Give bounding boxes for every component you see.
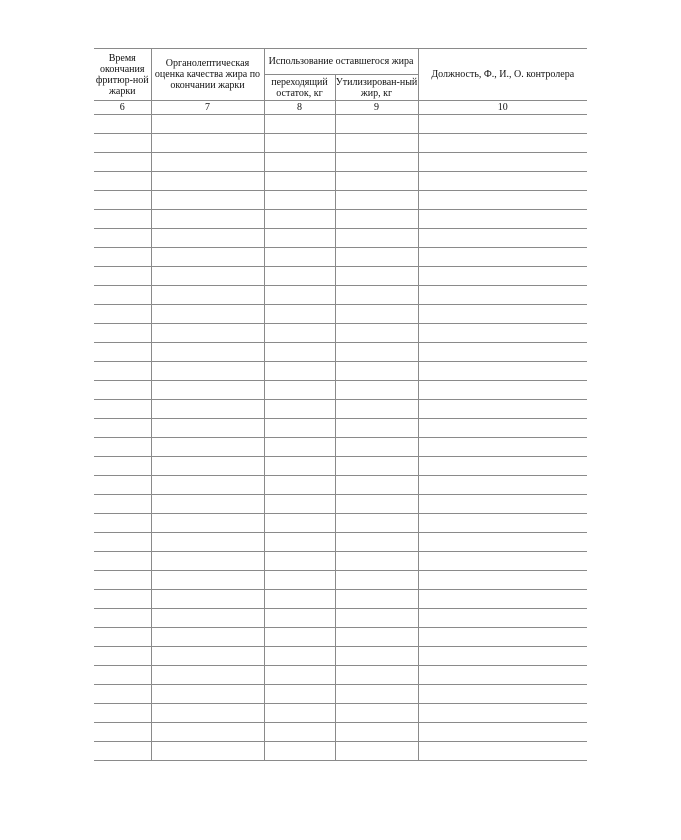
end-time-cell[interactable]	[94, 248, 151, 267]
table-row	[94, 286, 587, 305]
disposed-cell[interactable]	[335, 324, 418, 343]
carryover-cell[interactable]	[264, 115, 335, 134]
controller-cell[interactable]	[418, 172, 587, 191]
disposed-cell[interactable]	[335, 267, 418, 286]
quality-cell[interactable]	[151, 248, 264, 267]
header-controller-label: Должность, Ф., И., О. контролера	[431, 69, 575, 80]
column-number: 8	[264, 101, 335, 115]
end-time-cell[interactable]	[94, 457, 151, 476]
disposed-cell[interactable]	[335, 457, 418, 476]
carryover-cell[interactable]	[264, 362, 335, 381]
carryover-cell[interactable]	[264, 647, 335, 666]
quality-cell[interactable]	[151, 305, 264, 324]
quality-cell[interactable]	[151, 742, 264, 761]
header-end-time-label: Время окончания фритюр-ной жарки	[95, 52, 149, 97]
controller-cell[interactable]	[418, 134, 587, 153]
quality-cell[interactable]	[151, 723, 264, 742]
end-time-cell[interactable]	[94, 571, 151, 590]
table-row	[94, 628, 587, 647]
controller-cell[interactable]	[418, 495, 587, 514]
table-row	[94, 134, 587, 153]
disposed-cell[interactable]	[335, 229, 418, 248]
controller-cell[interactable]	[418, 381, 587, 400]
table-row	[94, 647, 587, 666]
carryover-cell[interactable]	[264, 704, 335, 723]
disposed-cell[interactable]	[335, 419, 418, 438]
header-carryover	[264, 75, 335, 101]
table-row	[94, 191, 587, 210]
carryover-cell[interactable]	[264, 476, 335, 495]
column-number: 7	[151, 101, 264, 115]
quality-cell[interactable]	[151, 267, 264, 286]
controller-cell[interactable]	[418, 362, 587, 381]
carryover-cell[interactable]	[264, 495, 335, 514]
end-time-cell[interactable]	[94, 400, 151, 419]
controller-cell[interactable]	[418, 704, 587, 723]
fat-usage-journal-table	[94, 48, 587, 761]
column-number: 9	[335, 101, 418, 115]
table-row	[94, 438, 587, 457]
controller-cell[interactable]	[418, 419, 587, 438]
disposed-cell[interactable]	[335, 248, 418, 267]
controller-cell[interactable]	[418, 324, 587, 343]
header-end-time	[94, 49, 151, 101]
quality-cell[interactable]	[151, 381, 264, 400]
end-time-cell[interactable]	[94, 685, 151, 704]
table-row	[94, 210, 587, 229]
disposed-cell[interactable]	[335, 210, 418, 229]
disposed-cell[interactable]	[335, 172, 418, 191]
controller-cell[interactable]	[418, 476, 587, 495]
disposed-cell[interactable]	[335, 666, 418, 685]
table-row	[94, 552, 587, 571]
table-row	[94, 153, 587, 172]
table-row	[94, 590, 587, 609]
table-row	[94, 172, 587, 191]
end-time-cell[interactable]	[94, 495, 151, 514]
end-time-cell[interactable]	[94, 647, 151, 666]
controller-cell[interactable]	[418, 647, 587, 666]
controller-cell[interactable]	[418, 609, 587, 628]
disposed-cell[interactable]	[335, 514, 418, 533]
carryover-cell[interactable]	[264, 419, 335, 438]
quality-cell[interactable]	[151, 609, 264, 628]
carryover-cell[interactable]	[264, 533, 335, 552]
quality-cell[interactable]	[151, 552, 264, 571]
carryover-cell[interactable]	[264, 685, 335, 704]
quality-cell[interactable]	[151, 666, 264, 685]
disposed-cell[interactable]	[335, 134, 418, 153]
quality-cell[interactable]	[151, 457, 264, 476]
table-row	[94, 476, 587, 495]
disposed-cell[interactable]	[335, 571, 418, 590]
table-row	[94, 248, 587, 267]
controller-cell[interactable]	[418, 438, 587, 457]
quality-cell[interactable]	[151, 419, 264, 438]
quality-cell[interactable]	[151, 362, 264, 381]
end-time-cell[interactable]	[94, 134, 151, 153]
carryover-cell[interactable]	[264, 229, 335, 248]
disposed-cell[interactable]	[335, 286, 418, 305]
end-time-cell[interactable]	[94, 267, 151, 286]
quality-cell[interactable]	[151, 400, 264, 419]
end-time-cell[interactable]	[94, 324, 151, 343]
table-row	[94, 457, 587, 476]
disposed-cell[interactable]	[335, 191, 418, 210]
disposed-cell[interactable]	[335, 609, 418, 628]
end-time-cell[interactable]	[94, 343, 151, 362]
header-quality-assessment	[151, 49, 264, 101]
carryover-cell[interactable]	[264, 267, 335, 286]
table-row	[94, 419, 587, 438]
table-row	[94, 609, 587, 628]
table-row	[94, 495, 587, 514]
controller-cell[interactable]	[418, 457, 587, 476]
end-time-cell[interactable]	[94, 381, 151, 400]
disposed-cell[interactable]	[335, 343, 418, 362]
header-disposed	[335, 75, 418, 101]
header-disposed-label: Утилизирован-ный жир, кг	[335, 76, 418, 99]
controller-cell[interactable]	[418, 115, 587, 134]
table-row	[94, 305, 587, 324]
disposed-cell[interactable]	[335, 362, 418, 381]
table-row	[94, 514, 587, 533]
disposed-cell[interactable]	[335, 704, 418, 723]
header-carryover-label: переходящий остаток, кг	[271, 76, 328, 99]
disposed-cell[interactable]	[335, 723, 418, 742]
column-number: 10	[418, 101, 587, 115]
disposed-cell[interactable]	[335, 552, 418, 571]
controller-cell[interactable]	[418, 685, 587, 704]
controller-cell[interactable]	[418, 153, 587, 172]
end-time-cell[interactable]	[94, 552, 151, 571]
disposed-cell[interactable]	[335, 742, 418, 761]
disposed-cell[interactable]	[335, 305, 418, 324]
end-time-cell[interactable]	[94, 438, 151, 457]
quality-cell[interactable]	[151, 134, 264, 153]
quality-cell[interactable]	[151, 476, 264, 495]
carryover-cell[interactable]	[264, 305, 335, 324]
table-row	[94, 229, 587, 248]
end-time-cell[interactable]	[94, 533, 151, 552]
table-row	[94, 742, 587, 761]
end-time-cell[interactable]	[94, 419, 151, 438]
controller-cell[interactable]	[418, 571, 587, 590]
controller-cell[interactable]	[418, 400, 587, 419]
disposed-cell[interactable]	[335, 381, 418, 400]
carryover-cell[interactable]	[264, 552, 335, 571]
carryover-cell[interactable]	[264, 609, 335, 628]
end-time-cell[interactable]	[94, 362, 151, 381]
end-time-cell[interactable]	[94, 476, 151, 495]
carryover-cell[interactable]	[264, 438, 335, 457]
controller-cell[interactable]	[418, 590, 587, 609]
quality-cell[interactable]	[151, 343, 264, 362]
controller-cell[interactable]	[418, 191, 587, 210]
end-time-cell[interactable]	[94, 172, 151, 191]
end-time-cell[interactable]	[94, 153, 151, 172]
carryover-cell[interactable]	[264, 134, 335, 153]
end-time-cell[interactable]	[94, 666, 151, 685]
header-quality-assessment-label: Органолептическая оценка качества жира по окончании жарки	[154, 58, 261, 91]
quality-cell[interactable]	[151, 191, 264, 210]
quality-cell[interactable]	[151, 286, 264, 305]
quality-cell[interactable]	[151, 210, 264, 229]
controller-cell[interactable]	[418, 742, 587, 761]
quality-cell[interactable]	[151, 704, 264, 723]
quality-cell[interactable]	[151, 172, 264, 191]
table-row	[94, 533, 587, 552]
disposed-cell[interactable]	[335, 495, 418, 514]
header-fat-usage-group-label: Использование оставшегося жира	[268, 56, 414, 67]
end-time-cell[interactable]	[94, 704, 151, 723]
table-row	[94, 666, 587, 685]
carryover-cell[interactable]	[264, 381, 335, 400]
carryover-cell[interactable]	[264, 248, 335, 267]
controller-cell[interactable]	[418, 248, 587, 267]
quality-cell[interactable]	[151, 229, 264, 248]
quality-cell[interactable]	[151, 115, 264, 134]
carryover-cell[interactable]	[264, 723, 335, 742]
carryover-cell[interactable]	[264, 210, 335, 229]
quality-cell[interactable]	[151, 514, 264, 533]
end-time-cell[interactable]	[94, 609, 151, 628]
carryover-cell[interactable]	[264, 191, 335, 210]
controller-cell[interactable]	[418, 267, 587, 286]
controller-cell[interactable]	[418, 666, 587, 685]
disposed-cell[interactable]	[335, 476, 418, 495]
controller-cell[interactable]	[418, 343, 587, 362]
end-time-cell[interactable]	[94, 286, 151, 305]
carryover-cell[interactable]	[264, 286, 335, 305]
carryover-cell[interactable]	[264, 172, 335, 191]
disposed-cell[interactable]	[335, 533, 418, 552]
carryover-cell[interactable]	[264, 514, 335, 533]
end-time-cell[interactable]	[94, 742, 151, 761]
column-number: 6	[94, 101, 151, 115]
controller-cell[interactable]	[418, 723, 587, 742]
quality-cell[interactable]	[151, 533, 264, 552]
quality-cell[interactable]	[151, 324, 264, 343]
end-time-cell[interactable]	[94, 514, 151, 533]
quality-cell[interactable]	[151, 685, 264, 704]
table-row	[94, 704, 587, 723]
table-row	[94, 362, 587, 381]
carryover-cell[interactable]	[264, 590, 335, 609]
quality-cell[interactable]	[151, 495, 264, 514]
carryover-cell[interactable]	[264, 324, 335, 343]
end-time-cell[interactable]	[94, 210, 151, 229]
table-row	[94, 324, 587, 343]
quality-cell[interactable]	[151, 571, 264, 590]
carryover-cell[interactable]	[264, 343, 335, 362]
controller-cell[interactable]	[418, 552, 587, 571]
carryover-cell[interactable]	[264, 628, 335, 647]
quality-cell[interactable]	[151, 153, 264, 172]
carryover-cell[interactable]	[264, 457, 335, 476]
disposed-cell[interactable]	[335, 628, 418, 647]
controller-cell[interactable]	[418, 210, 587, 229]
table-body	[94, 115, 587, 761]
end-time-cell[interactable]	[94, 628, 151, 647]
end-time-cell[interactable]	[94, 305, 151, 324]
column-number-row	[94, 101, 587, 115]
table-row	[94, 343, 587, 362]
quality-cell[interactable]	[151, 590, 264, 609]
carryover-cell[interactable]	[264, 742, 335, 761]
end-time-cell[interactable]	[94, 191, 151, 210]
table-row	[94, 571, 587, 590]
controller-cell[interactable]	[418, 305, 587, 324]
controller-cell[interactable]	[418, 533, 587, 552]
end-time-cell[interactable]	[94, 723, 151, 742]
disposed-cell[interactable]	[335, 647, 418, 666]
quality-cell[interactable]	[151, 438, 264, 457]
controller-cell[interactable]	[418, 229, 587, 248]
end-time-cell[interactable]	[94, 229, 151, 248]
controller-cell[interactable]	[418, 514, 587, 533]
disposed-cell[interactable]	[335, 153, 418, 172]
disposed-cell[interactable]	[335, 438, 418, 457]
table-row	[94, 400, 587, 419]
end-time-cell[interactable]	[94, 115, 151, 134]
table-row	[94, 267, 587, 286]
disposed-cell[interactable]	[335, 115, 418, 134]
carryover-cell[interactable]	[264, 571, 335, 590]
header-fat-usage-group	[264, 49, 418, 75]
disposed-cell[interactable]	[335, 400, 418, 419]
quality-cell[interactable]	[151, 628, 264, 647]
end-time-cell[interactable]	[94, 590, 151, 609]
disposed-cell[interactable]	[335, 590, 418, 609]
table-row	[94, 115, 587, 134]
carryover-cell[interactable]	[264, 666, 335, 685]
disposed-cell[interactable]	[335, 685, 418, 704]
table-row	[94, 685, 587, 704]
header-controller	[418, 49, 587, 101]
controller-cell[interactable]	[418, 286, 587, 305]
controller-cell[interactable]	[418, 628, 587, 647]
carryover-cell[interactable]	[264, 153, 335, 172]
quality-cell[interactable]	[151, 647, 264, 666]
carryover-cell[interactable]	[264, 400, 335, 419]
table-row	[94, 723, 587, 742]
table-row	[94, 381, 587, 400]
